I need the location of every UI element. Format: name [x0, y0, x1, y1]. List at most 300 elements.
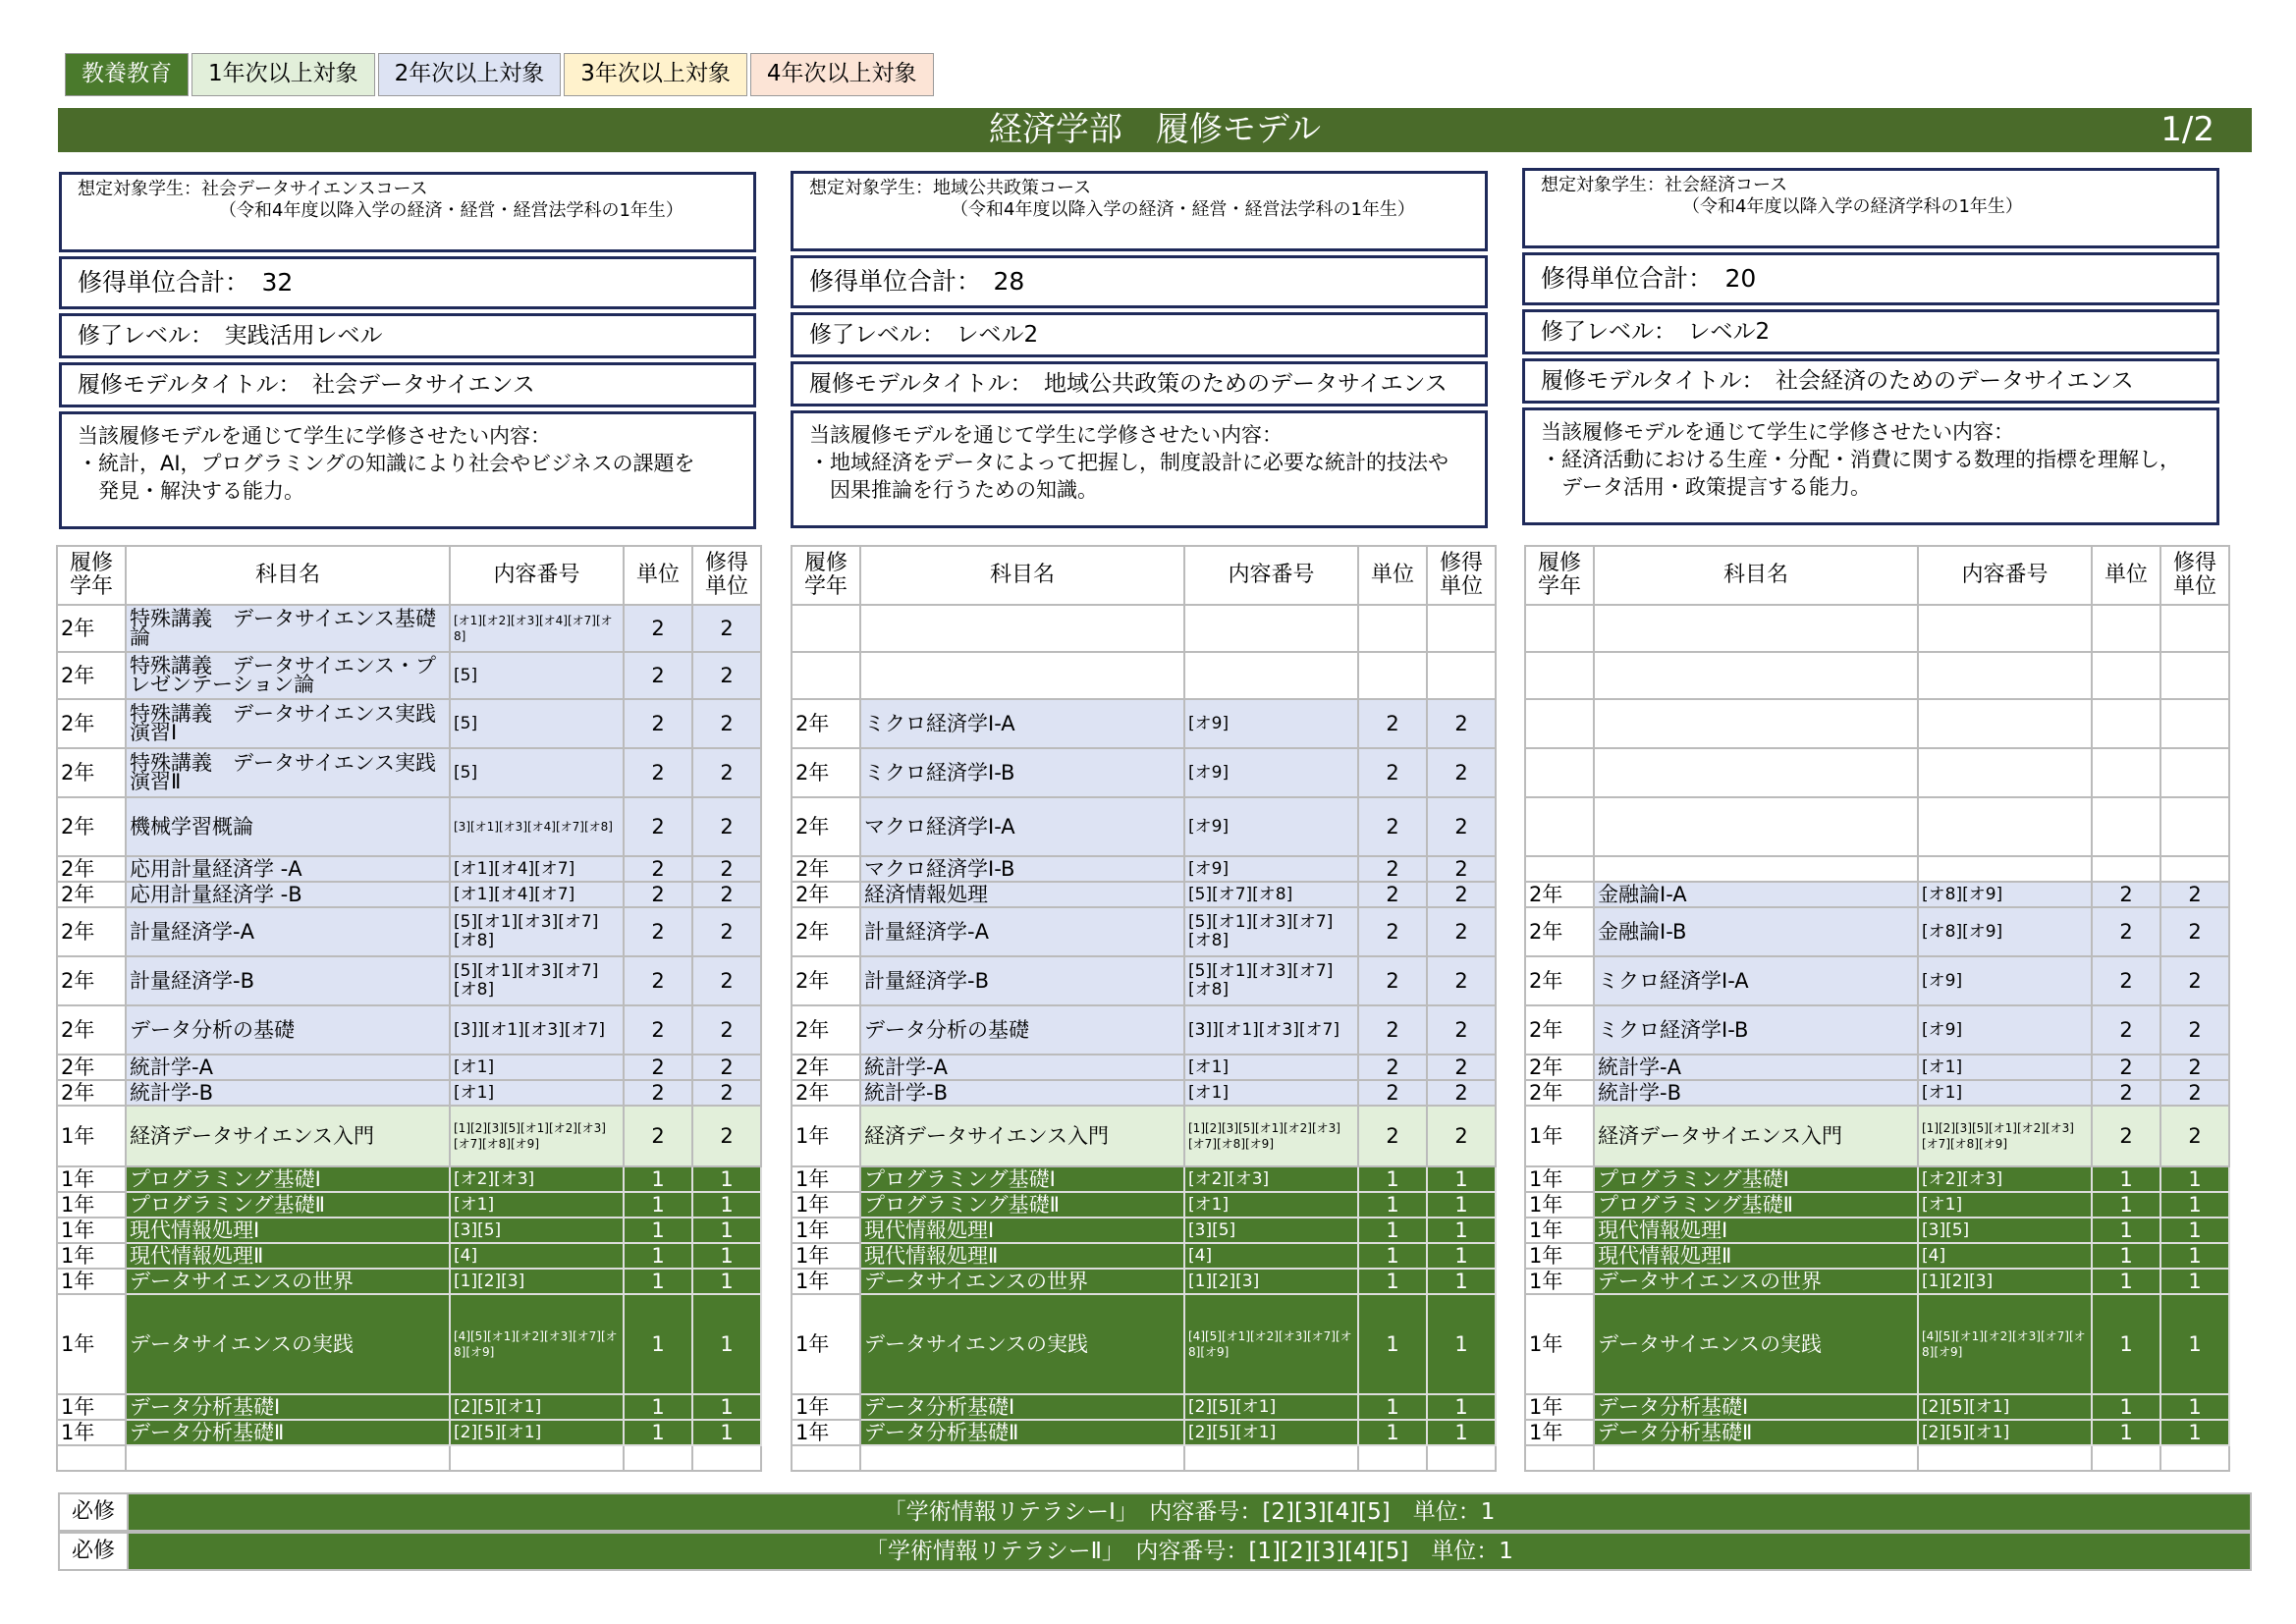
row-unit — [2092, 797, 2160, 856]
row-content-code: [3][オ1][オ3][オ4][オ7][オ8] — [450, 797, 624, 856]
row-unit: 2 — [624, 1106, 692, 1166]
row-unit: 2 — [624, 652, 692, 699]
row-credit: 1 — [1427, 1394, 1496, 1420]
row-course-name — [860, 1445, 1184, 1471]
row-year: 2年 — [1525, 1055, 1594, 1080]
target-label: 想定対象学生： — [1541, 175, 1665, 195]
table-row — [1525, 882, 2229, 907]
row-year: 2年 — [57, 907, 126, 956]
target-course: 社会経済コース — [1665, 175, 1788, 195]
table-row — [792, 1243, 1496, 1269]
row-unit: 1 — [624, 1192, 692, 1218]
row-content-code: [オ2][オ3] — [450, 1166, 624, 1192]
row-unit: 2 — [624, 1055, 692, 1080]
row-credit: 1 — [2160, 1166, 2229, 1192]
row-year: 1年 — [57, 1192, 126, 1218]
row-course-name — [860, 652, 1184, 699]
header-name: 科目名 — [1594, 546, 1918, 605]
row-content-code: [2][5][オ1] — [1918, 1394, 2092, 1420]
row-course-name: 計量経済学-A — [126, 907, 450, 956]
page-title: 経済学部 履修モデル — [988, 110, 1322, 149]
row-credit: 2 — [1427, 1055, 1496, 1080]
row-content-code — [1918, 748, 2092, 797]
row-course-name: ミクロ経済学Ⅰ-A — [1594, 956, 1918, 1005]
row-credit: 2 — [2160, 1005, 2229, 1055]
row-unit: 1 — [624, 1420, 692, 1445]
table-row — [57, 1394, 761, 1420]
table-row — [57, 882, 761, 907]
table-row — [1525, 1166, 2229, 1192]
table-row — [792, 1394, 1496, 1420]
row-content-code: [4][5][オ1][オ2][オ3][オ7][オ8][オ9] — [1918, 1294, 2092, 1394]
row-unit: 2 — [1358, 882, 1427, 907]
row-year: 2年 — [792, 1055, 860, 1080]
row-unit: 2 — [624, 907, 692, 956]
content-line: データ活用・政策提言する能力。 — [1541, 475, 1871, 499]
row-year: 2年 — [57, 1005, 126, 1055]
row-credit: 2 — [2160, 882, 2229, 907]
row-course-name: 経済データサイエンス入門 — [1594, 1106, 1918, 1166]
row-course-name: 特殊講義 データサイエンス基礎論 — [126, 605, 450, 652]
row-credit — [2160, 748, 2229, 797]
row-year: 2年 — [1525, 1005, 1594, 1055]
row-credit: 2 — [2160, 1080, 2229, 1106]
row-credit: 2 — [692, 748, 761, 797]
target-student-box — [791, 171, 1488, 251]
row-course-name: データ分析基礎Ⅰ — [860, 1394, 1184, 1420]
row-credit: 1 — [2160, 1218, 2229, 1243]
row-year: 2年 — [1525, 882, 1594, 907]
row-year: 1年 — [57, 1218, 126, 1243]
row-credit — [2160, 1445, 2229, 1471]
row-unit: 2 — [624, 856, 692, 882]
table-row — [57, 1080, 761, 1106]
row-content-code: [オ1] — [1918, 1055, 2092, 1080]
row-year: 1年 — [792, 1192, 860, 1218]
course-table-0 — [56, 545, 762, 1472]
table-row — [792, 856, 1496, 882]
row-credit: 2 — [692, 1106, 761, 1166]
table-row — [792, 699, 1496, 748]
row-credit: 2 — [692, 652, 761, 699]
row-unit — [2092, 856, 2160, 882]
table-row — [1525, 1445, 2229, 1471]
row-unit: 1 — [2092, 1243, 2160, 1269]
row-unit: 2 — [1358, 1080, 1427, 1106]
total-units: 修得単位合計： 32 — [59, 256, 756, 309]
table-row — [1525, 1106, 2229, 1166]
row-unit: 1 — [1358, 1218, 1427, 1243]
row-year: 2年 — [57, 605, 126, 652]
row-unit: 2 — [2092, 1106, 2160, 1166]
row-content-code: [2][5][オ1] — [450, 1420, 624, 1445]
row-unit: 2 — [1358, 907, 1427, 956]
row-credit: 2 — [1427, 907, 1496, 956]
table-row — [57, 1005, 761, 1055]
row-course-name: 現代情報処理Ⅱ — [860, 1243, 1184, 1269]
row-credit — [2160, 652, 2229, 699]
row-content-code: [オ1][オ2][オ3][オ4][オ7][オ8] — [450, 605, 624, 652]
row-content-code: [4] — [450, 1243, 624, 1269]
table-row — [57, 1218, 761, 1243]
row-year: 2年 — [792, 907, 860, 956]
table-row — [57, 1294, 761, 1394]
header-unit: 単位 — [2092, 546, 2160, 605]
row-year: 1年 — [57, 1243, 126, 1269]
row-course-name — [860, 605, 1184, 652]
row-content-code: [5][オ1][オ3][オ7][オ8] — [1184, 956, 1358, 1005]
header-code: 内容番号 — [1918, 546, 2092, 605]
row-unit — [2092, 1445, 2160, 1471]
row-content-code — [1184, 652, 1358, 699]
row-credit: 1 — [1427, 1243, 1496, 1269]
row-credit: 1 — [2160, 1192, 2229, 1218]
row-course-name — [126, 1445, 450, 1471]
row-year — [792, 652, 860, 699]
header-year: 履修学年 — [57, 546, 126, 605]
model-info-1 — [791, 171, 1488, 530]
target-student-box — [1522, 168, 2219, 248]
row-content-code: [3][5] — [1918, 1218, 2092, 1243]
row-course-name: プログラミング基礎Ⅱ — [1594, 1192, 1918, 1218]
row-year: 1年 — [792, 1294, 860, 1394]
row-credit: 2 — [692, 907, 761, 956]
row-year: 1年 — [792, 1243, 860, 1269]
row-credit: 2 — [692, 856, 761, 882]
row-credit: 2 — [1427, 882, 1496, 907]
row-year: 1年 — [792, 1166, 860, 1192]
target-note: （令和4年度以降入学の経済・経営・経営法学科の1年生） — [219, 200, 683, 221]
row-credit: 2 — [692, 1080, 761, 1106]
row-course-name: データサイエンスの世界 — [1594, 1269, 1918, 1294]
row-course-name — [1594, 652, 1918, 699]
row-course-name: 現代情報処理Ⅱ — [126, 1243, 450, 1269]
row-credit — [1427, 605, 1496, 652]
row-course-name: データ分析基礎Ⅱ — [1594, 1420, 1918, 1445]
row-content-code: [オ1] — [450, 1055, 624, 1080]
row-content-code: [1][2][3][5][オ1][オ2][オ3][オ7][オ8][オ9] — [450, 1106, 624, 1166]
row-year: 2年 — [792, 856, 860, 882]
course-table-1 — [791, 545, 1497, 1472]
model-title: 履修モデルタイトル： 社会データサイエンス — [59, 362, 756, 407]
required-text: 「学術情報リテラシーⅡ」 内容番号：[1][2][3][4][5] 単位：1 — [129, 1534, 2250, 1569]
row-unit: 2 — [2092, 1080, 2160, 1106]
row-unit: 2 — [2092, 956, 2160, 1005]
row-credit: 1 — [2160, 1394, 2229, 1420]
content-label: 当該履修モデルを通じて学生に学修させたい内容： — [809, 423, 1283, 447]
row-unit: 1 — [624, 1243, 692, 1269]
row-credit: 2 — [1427, 1106, 1496, 1166]
row-course-name: 統計学-A — [1594, 1055, 1918, 1080]
table-row — [1525, 748, 2229, 797]
row-credit: 1 — [2160, 1420, 2229, 1445]
content-line: ・地域経済をデータによって把握し，制度設計に必要な統計的技法や — [809, 451, 1449, 474]
row-year: 1年 — [1525, 1166, 1594, 1192]
row-credit: 2 — [1427, 699, 1496, 748]
row-unit: 1 — [624, 1218, 692, 1243]
row-year — [1525, 605, 1594, 652]
row-content-code: [3]][オ1][オ3][オ7] — [450, 1005, 624, 1055]
table-row — [792, 1005, 1496, 1055]
table-row — [57, 1055, 761, 1080]
header-name: 科目名 — [860, 546, 1184, 605]
table-row — [1525, 605, 2229, 652]
row-content-code: [オ1] — [450, 1080, 624, 1106]
content-line: ・経済活動における生産・分配・消費に関する数理的指標を理解し， — [1541, 448, 2180, 471]
table-row — [792, 882, 1496, 907]
learning-content — [791, 410, 1488, 528]
row-unit: 1 — [1358, 1294, 1427, 1394]
row-content-code: [オ2][オ3] — [1918, 1166, 2092, 1192]
table-row — [1525, 956, 2229, 1005]
row-course-name: プログラミング基礎Ⅱ — [126, 1192, 450, 1218]
row-unit — [1358, 1445, 1427, 1471]
row-year: 2年 — [57, 1080, 126, 1106]
table-row — [57, 605, 761, 652]
row-course-name: データ分析基礎Ⅰ — [126, 1394, 450, 1420]
table-row — [792, 1218, 1496, 1243]
table-header — [792, 546, 1496, 605]
table-row — [1525, 1394, 2229, 1420]
row-content-code: [オ1] — [1184, 1080, 1358, 1106]
table-row — [1525, 1243, 2229, 1269]
header-year: 履修学年 — [1525, 546, 1594, 605]
table-row — [57, 1243, 761, 1269]
row-content-code: [4] — [1184, 1243, 1358, 1269]
row-course-name: 特殊講義 データサイエンス実践演習Ⅱ — [126, 748, 450, 797]
row-year: 1年 — [792, 1394, 860, 1420]
row-content-code: [5] — [450, 748, 624, 797]
row-credit: 1 — [692, 1166, 761, 1192]
row-year — [1525, 699, 1594, 748]
row-content-code: [オ2][オ3] — [1184, 1166, 1358, 1192]
row-course-name — [1594, 605, 1918, 652]
row-content-code: [1][2][3] — [1918, 1269, 2092, 1294]
row-content-code: [1][2][3] — [450, 1269, 624, 1294]
table-row — [1525, 907, 2229, 956]
row-content-code — [1918, 699, 2092, 748]
row-credit — [1427, 652, 1496, 699]
table-row — [792, 1166, 1496, 1192]
row-content-code: [5][オ7][オ8] — [1184, 882, 1358, 907]
table-row — [1525, 797, 2229, 856]
row-course-name — [1594, 699, 1918, 748]
table-row — [57, 797, 761, 856]
row-content-code: [オ8][オ9] — [1918, 907, 2092, 956]
row-course-name: 金融論Ⅰ-A — [1594, 882, 1918, 907]
table-row — [1525, 1420, 2229, 1445]
row-course-name: プログラミング基礎Ⅰ — [860, 1166, 1184, 1192]
row-unit: 2 — [1358, 699, 1427, 748]
target-course: 地域公共政策コース — [933, 178, 1092, 198]
row-course-name: データ分析基礎Ⅱ — [860, 1420, 1184, 1445]
row-content-code — [450, 1445, 624, 1471]
row-course-name: 特殊講義 データサイエンス実践演習Ⅰ — [126, 699, 450, 748]
table-row — [792, 1445, 1496, 1471]
required-course-2 — [58, 1532, 2252, 1571]
row-unit: 2 — [2092, 882, 2160, 907]
table-row — [792, 1269, 1496, 1294]
row-unit: 1 — [2092, 1269, 2160, 1294]
row-year — [1525, 797, 1594, 856]
table-row — [57, 1269, 761, 1294]
row-content-code: [オ1][オ4][オ7] — [450, 856, 624, 882]
row-course-name: データサイエンスの実践 — [860, 1294, 1184, 1394]
row-year: 1年 — [1525, 1192, 1594, 1218]
legend-general: 教養教育 — [65, 53, 189, 96]
row-content-code: [5] — [450, 652, 624, 699]
row-course-name: 統計学-A — [860, 1055, 1184, 1080]
legend-year4: 4年次以上対象 — [750, 53, 934, 96]
table-row — [1525, 1218, 2229, 1243]
row-credit: 2 — [692, 882, 761, 907]
row-year: 2年 — [1525, 1080, 1594, 1106]
row-year: 2年 — [57, 856, 126, 882]
row-credit: 2 — [2160, 1106, 2229, 1166]
row-credit: 2 — [1427, 956, 1496, 1005]
content-line: ・統計，AI，プログラミングの知識により社会やビジネスの課題を — [78, 452, 695, 475]
row-course-name: 現代情報処理Ⅰ — [1594, 1218, 1918, 1243]
table-row — [792, 907, 1496, 956]
row-credit: 1 — [1427, 1269, 1496, 1294]
row-unit: 2 — [2092, 907, 2160, 956]
row-course-name: ミクロ経済学Ⅰ-B — [860, 748, 1184, 797]
row-course-name: 応用計量経済学 -A — [126, 856, 450, 882]
row-course-name: 統計学-B — [860, 1080, 1184, 1106]
row-content-code: [2][5][オ1] — [450, 1394, 624, 1420]
row-unit: 2 — [1358, 1005, 1427, 1055]
row-course-name: プログラミング基礎Ⅱ — [860, 1192, 1184, 1218]
table-row — [57, 907, 761, 956]
row-content-code: [オ1] — [450, 1192, 624, 1218]
table-row — [57, 856, 761, 882]
row-year: 2年 — [57, 748, 126, 797]
row-course-name: 現代情報処理Ⅰ — [126, 1218, 450, 1243]
content-line: 発見・解決する能力。 — [78, 479, 304, 503]
table-row — [1525, 856, 2229, 882]
row-unit: 2 — [624, 1080, 692, 1106]
row-credit: 1 — [2160, 1243, 2229, 1269]
row-unit: 2 — [624, 797, 692, 856]
content-label: 当該履修モデルを通じて学生に学修させたい内容： — [78, 424, 551, 448]
row-course-name: 経済データサイエンス入門 — [860, 1106, 1184, 1166]
row-content-code: [5][オ1][オ3][オ7][オ8] — [1184, 907, 1358, 956]
row-content-code: [5][オ1][オ3][オ7][オ8] — [450, 907, 624, 956]
row-unit — [2092, 605, 2160, 652]
table-row — [57, 748, 761, 797]
target-student-box — [59, 172, 756, 252]
row-year: 2年 — [792, 699, 860, 748]
table-row — [57, 1106, 761, 1166]
row-course-name: データ分析基礎Ⅱ — [126, 1420, 450, 1445]
table-row — [57, 1192, 761, 1218]
row-credit — [2160, 797, 2229, 856]
required-course-1 — [58, 1492, 2252, 1532]
content-line: 因果推論を行うための知識。 — [809, 478, 1098, 502]
row-unit: 1 — [2092, 1166, 2160, 1192]
row-course-name: 現代情報処理Ⅱ — [1594, 1243, 1918, 1269]
row-content-code: [5][オ1][オ3][オ7][オ8] — [450, 956, 624, 1005]
row-credit: 1 — [1427, 1192, 1496, 1218]
row-course-name: 金融論Ⅰ-B — [1594, 907, 1918, 956]
course-table-2 — [1524, 545, 2230, 1472]
row-content-code: [オ9] — [1184, 797, 1358, 856]
row-year: 2年 — [792, 956, 860, 1005]
row-course-name: データサイエンスの世界 — [860, 1269, 1184, 1294]
required-label: 必修 — [60, 1494, 129, 1530]
table-row — [792, 1080, 1496, 1106]
row-year: 1年 — [57, 1166, 126, 1192]
row-course-name — [1594, 797, 1918, 856]
row-content-code: [オ9] — [1184, 699, 1358, 748]
header-unit: 単位 — [624, 546, 692, 605]
row-unit: 1 — [1358, 1192, 1427, 1218]
row-year — [1525, 748, 1594, 797]
row-unit — [624, 1445, 692, 1471]
required-label: 必修 — [60, 1534, 129, 1569]
row-year: 1年 — [792, 1106, 860, 1166]
row-content-code: [1][2][3][5][オ1][オ2][オ3][オ7][オ8][オ9] — [1184, 1106, 1358, 1166]
row-content-code: [3][5] — [1184, 1218, 1358, 1243]
target-note: （令和4年度以降入学の経済学科の1年生） — [1682, 196, 2023, 217]
row-credit — [2160, 699, 2229, 748]
row-unit: 2 — [1358, 856, 1427, 882]
row-content-code: [4][5][オ1][オ2][オ3][オ7][オ8][オ9] — [450, 1294, 624, 1394]
row-credit: 2 — [692, 699, 761, 748]
row-content-code: [オ9] — [1184, 856, 1358, 882]
table-row — [792, 797, 1496, 856]
color-legend — [65, 53, 934, 96]
row-course-name: 応用計量経済学 -B — [126, 882, 450, 907]
table-row — [1525, 1055, 2229, 1080]
row-course-name: データサイエンスの世界 — [126, 1269, 450, 1294]
table-row — [792, 1055, 1496, 1080]
row-year — [1525, 652, 1594, 699]
row-year: 2年 — [792, 1005, 860, 1055]
row-unit — [2092, 748, 2160, 797]
table-row — [1525, 652, 2229, 699]
row-unit: 1 — [2092, 1420, 2160, 1445]
row-credit: 2 — [2160, 1055, 2229, 1080]
row-year — [792, 1445, 860, 1471]
row-content-code — [1918, 1445, 2092, 1471]
row-unit: 2 — [624, 605, 692, 652]
table-row — [792, 1420, 1496, 1445]
target-label: 想定対象学生： — [78, 179, 201, 199]
row-content-code: [2][5][オ1] — [1184, 1394, 1358, 1420]
table-row — [1525, 699, 2229, 748]
row-credit: 1 — [692, 1394, 761, 1420]
row-content-code: [3][5] — [450, 1218, 624, 1243]
row-course-name: データ分析基礎Ⅰ — [1594, 1394, 1918, 1420]
row-credit — [2160, 856, 2229, 882]
table-row — [57, 1166, 761, 1192]
row-credit: 2 — [692, 956, 761, 1005]
row-credit: 2 — [692, 797, 761, 856]
row-unit: 2 — [624, 699, 692, 748]
row-year: 1年 — [1525, 1218, 1594, 1243]
row-content-code: [オ9] — [1918, 1005, 2092, 1055]
row-course-name: 現代情報処理Ⅰ — [860, 1218, 1184, 1243]
row-content-code: [オ1][オ4][オ7] — [450, 882, 624, 907]
model-info-2 — [1522, 168, 2219, 527]
header-credit: 修得単位 — [692, 546, 761, 605]
row-content-code: [オ9] — [1918, 956, 2092, 1005]
row-credit — [692, 1445, 761, 1471]
row-year: 1年 — [57, 1269, 126, 1294]
row-unit: 1 — [2092, 1218, 2160, 1243]
row-credit — [2160, 605, 2229, 652]
